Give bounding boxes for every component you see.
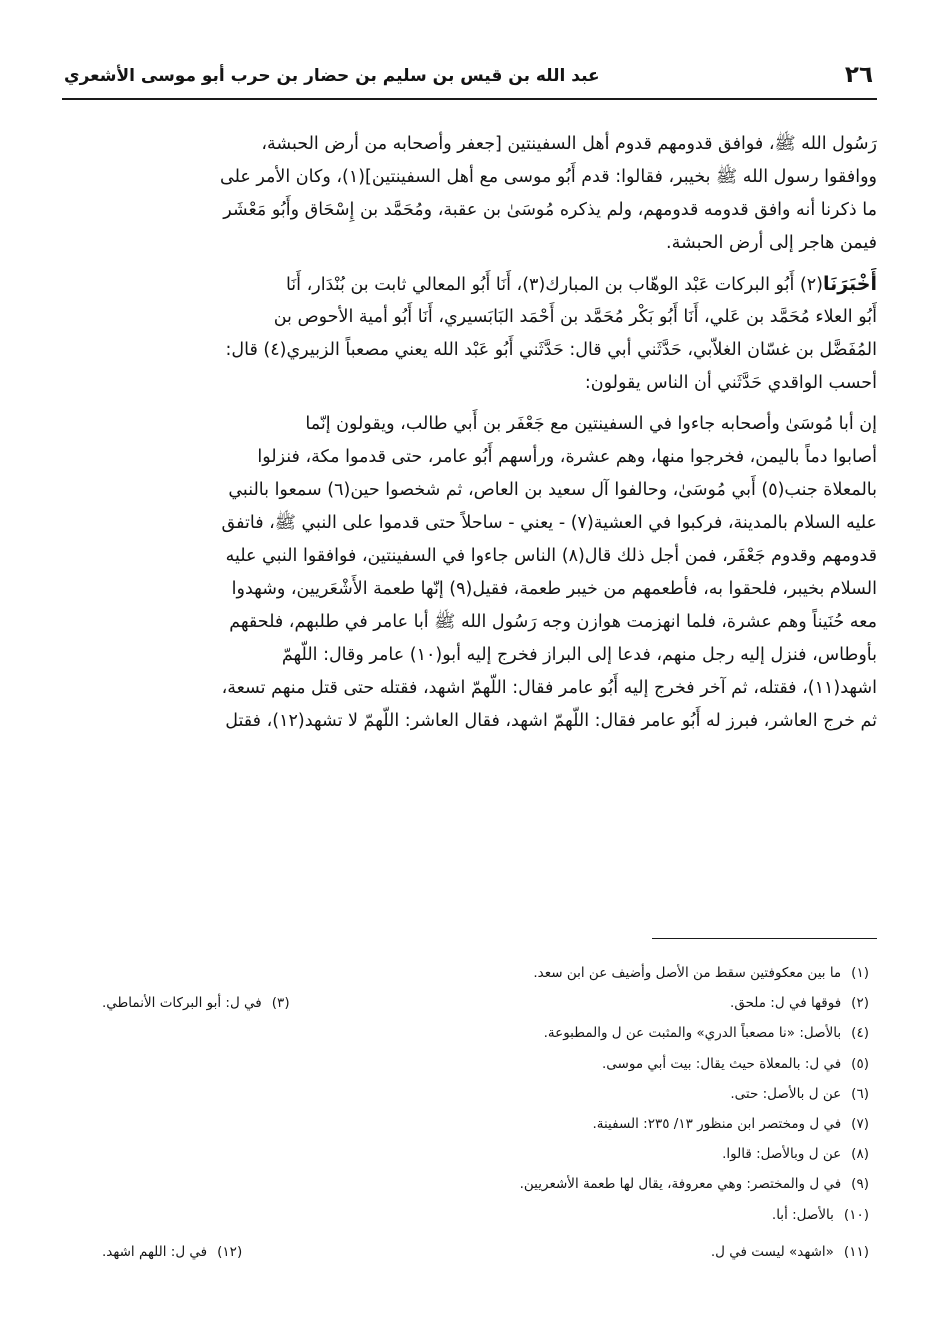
line-text: عليه السلام بالمدينة، فركبوا في العشية(٧) - يعني - ساحلاً حتى قدموا على النبي ﷺ، فاتفق: [221, 513, 877, 533]
footnote-number: (١٠): [843, 1206, 869, 1223]
footnote-text: في ل ومختصر ابن منظور ١٣/ ٢٣٥: السفينة.: [592, 1115, 842, 1132]
page-number: ٢٦: [844, 62, 873, 88]
line-text: معه حُنَيناً وهم عشرة، فلما انهزمت هوازن وجه رَسُول الله ﷺ أبا عامر في طلبهم، فلحقهم: [229, 612, 877, 632]
text-line: [62, 540, 877, 573]
paragraph: [62, 408, 877, 738]
footnote-text: ما بين معكوفتين سقط من الأصل وأضيف عن ابن سعد.: [533, 965, 842, 981]
footnote-text: «اشهد» ليست في ل.: [710, 1243, 834, 1260]
text-line: [62, 161, 877, 194]
footnote-text: عن ل بالأصل: حتى.: [730, 1085, 842, 1102]
footnote-text: فوقها في ل: ملحق.: [730, 995, 842, 1012]
main-text: [62, 128, 877, 746]
line-text: أحسب الواقدي حَدَّثَني أن الناس يقولون:: [584, 373, 877, 393]
text-line: [62, 606, 877, 639]
line-text: رَسُول الله ﷺ، فوافق قدومهم قدوم أهل السفينتين [جعفر وأصحابه من أرض الحبشة،: [261, 134, 877, 154]
footnote: [602, 1049, 869, 1079]
line-text: السلام بخيبر، فلحقوا به، فأطعمهم من خيبر طعمة، فقيل(٩) إنّها طعمة الأَشْعَريين، وشهدوا: [231, 579, 877, 599]
footnote: [730, 988, 869, 1018]
footnote-text: في ل والمختصر: وهي معروفة، يقال لها طعمة الأشعريين.: [519, 1176, 842, 1193]
line-text: ثم خرج العاشر، فبرز له أَبُو عامر فقال: اللّهمّ اشهد، فقال العاشر: اللّهمّ لا تشهد(١٢)، فقتل: [225, 711, 877, 731]
line-text: ما ذكرنا أنه وافق قدومه قدومهم، ولم يذكره مُوسَىٰ بن عقبة، ومُحَمَّد بن إِسْحَاق وأَبُو مَعْشَر: [223, 200, 877, 220]
footnote-number: (٧): [851, 1115, 869, 1132]
footnote-row: [62, 1079, 869, 1109]
footnote-number: (٤): [851, 1025, 869, 1042]
text-line: [62, 441, 877, 474]
line-text: أَبُو العلاء مُحَمَّد بن عَلي، أَنَا أَبُو بَكْر مُحَمَّد بن أَحْمَد البَابَسيري، أَنَا أَبُو أمية الأحوص بن: [273, 307, 877, 327]
line-text: فيمن هاجر إلى أرض الحبشة.: [666, 233, 877, 253]
footnote-number: (١٢): [217, 1243, 243, 1260]
footnote-number: (٨): [851, 1146, 869, 1163]
footnote-text: بالأصل: «نا مصعباً الدري» والمثبت عن ل والمطبوعة.: [543, 1025, 842, 1042]
text-line: [62, 672, 877, 705]
line-text: قدومهم وقدوم جَعْفَر، فمن أجل ذلك قال(٨) الناس جاءوا في السفينتين، فوافقوا النبي عليه: [225, 546, 877, 566]
text-line: [62, 301, 877, 334]
line-text: بالمعلاة جنب(٥) أَبي مُوسَىٰ، وحالفوا آل سعيد بن العاص، ثم شخصوا حين(٦) سمعوا بالنبي: [228, 480, 877, 500]
footnote-text: في ل: أبو البركات الأنماطي.: [102, 995, 262, 1012]
footnote-number: (٢): [851, 995, 869, 1012]
footnote-text: بالأصل: أبا.: [771, 1206, 834, 1223]
footnote: [592, 1109, 869, 1139]
lead-word: أَخْبَرَنَا: [822, 273, 877, 295]
footnote-number: (٩): [851, 1176, 869, 1193]
footnote-divider: [652, 938, 877, 939]
footnote-text: في ل: بالمعلاة حيث يقال: بيت أبي موسى.: [602, 1055, 842, 1072]
footnote: [722, 1139, 869, 1169]
footnote-number: (١): [851, 965, 869, 981]
text-line: [62, 639, 877, 672]
running-title: عبد الله بن قيس بن سليم بن حضار بن حرب أبو موسى الأشعري: [64, 66, 600, 86]
footnote-row: [62, 1169, 869, 1199]
line-text: بأوطاس، فنزل إليه رجل منهم، فدعا إلى البراز فخرج إليه أبو(١٠) عامر وقال: اللّهمّ: [281, 645, 877, 665]
footnote-row: [62, 1139, 869, 1169]
line-text: اشهد(١١)، فقتله، ثم آخر فخرج إليه أَبُو عامر فقال: اللّهمّ اشهد، فقتله حتى قتل منهم تسعة،: [221, 678, 877, 698]
paragraph: [62, 128, 877, 260]
footnote-row: [62, 1200, 869, 1230]
footnote: [62, 988, 290, 1018]
text-line: [62, 334, 877, 367]
footnote: [730, 1079, 869, 1109]
line-text: المُفَضَّل بن غسّان الغلاّبي، حَدَّثَني أبي قال: حَدَّثَني أَبُو عَبْد الله يعني مصعباً الزبيري(٤) قال:: [225, 340, 877, 360]
footnote: [711, 1237, 869, 1267]
text-line: [62, 705, 877, 738]
footnote: [544, 1018, 869, 1048]
text-line: [62, 507, 877, 540]
footnote-row: [62, 1049, 869, 1079]
footnote-text: عن ل وبالأصل: قالوا.: [722, 1146, 842, 1163]
text-line: [62, 474, 877, 507]
footnote-number: (٦): [851, 1085, 869, 1102]
footnote-row: [62, 1237, 869, 1267]
footnote-row: [62, 1109, 869, 1139]
footnote: [62, 1237, 242, 1267]
text-line: [62, 573, 877, 606]
paragraph: [62, 268, 877, 400]
footnotes: [62, 958, 869, 1267]
footnote-number: (٣): [271, 995, 290, 1012]
text-line: [62, 268, 877, 301]
footnote: [533, 958, 869, 988]
footnote: [520, 1169, 869, 1199]
line-text: إن أبا مُوسَىٰ وأصحابه جاءوا في السفينتين مع جَعْفَر بن أَبي طالب، ويقولون إنّما: [305, 414, 877, 434]
footnote-number: (١١): [843, 1243, 869, 1260]
footnote-text: في ل: اللهم اشهد.: [102, 1243, 208, 1260]
text-line: [62, 194, 877, 227]
line-text: ووافقوا رسول الله ﷺ بخيبر، فقالوا: قدم أَبُو موسى مع أهل السفينتين](١)، وكان الأمر على: [219, 167, 877, 187]
line-text: أصابوا دماً باليمن، فخرجوا منها، وهم عشرة، ورأسهم أَبُو عامر، حتى قدموا مكة، فنزلوا: [257, 447, 877, 467]
page-header: [62, 60, 877, 100]
footnote-row: [62, 988, 869, 1018]
text-line: [62, 367, 877, 400]
footnote-number: (٥): [851, 1055, 869, 1072]
footnote: [772, 1200, 869, 1230]
text-line: [62, 408, 877, 441]
footnote-row: [62, 1018, 869, 1048]
text-line: [62, 227, 877, 260]
text-line: [62, 128, 877, 161]
footnote-row: [62, 958, 869, 988]
line-text: (٢) أَبُو البركات عَبْد الوهّاب بن المبارك(٣)، أَنَا أَبُو المعالي ثابت بن بُنْدَار، أَنَا: [285, 275, 823, 295]
